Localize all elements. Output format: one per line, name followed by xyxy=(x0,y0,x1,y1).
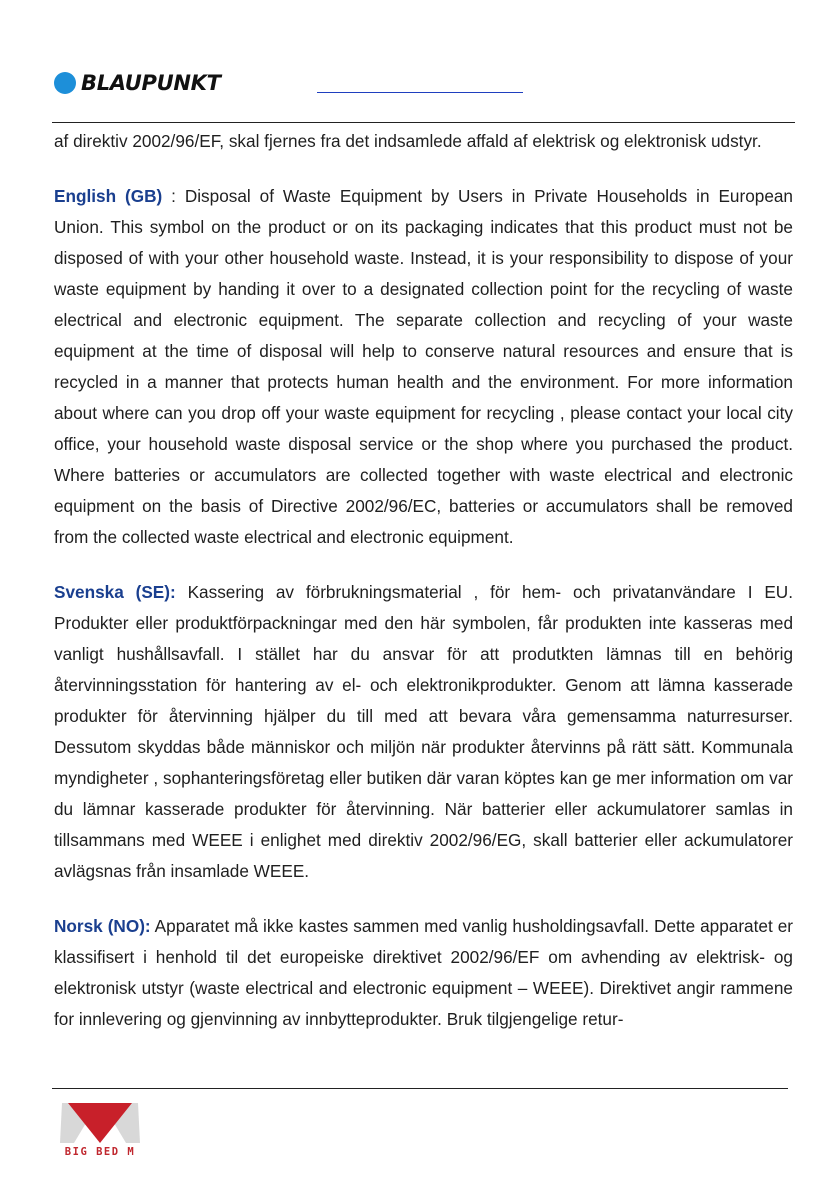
paragraph-text: : Disposal of Waste Equipment by Users in Private Households in European Union. This symbol on the product or on its packaging indicates that this product must not be disposed of with your other household waste. Instead, it is your responsibility to dispose of your waste equipment by handing it over to a designated collection point for the recycling of waste electrical and electronic equipment. The separate collection and recycling of your waste equipment at the time of disposal will help to conserve natural resources and ensure that is recycled in a manner that protects human health and the environment. For more information about where can you drop off your waste equipment for recycling , please contact your local city office, your household waste disposal service or the shop where you purchased the product. Where batteries or accumulators are collected together with waste electrical and electronic equipment on the basis of Directive 2002/96/EC, batteries or accumulators shall be removed from the collected waste electrical and electronic equipment. xyxy=(54,186,793,547)
footer-divider xyxy=(52,1088,788,1089)
paragraph-norwegian xyxy=(54,911,793,1035)
blaupunkt-logo xyxy=(54,70,221,96)
header-divider xyxy=(52,122,795,123)
language-label-norwegian: Norsk (NO): xyxy=(54,916,151,936)
brand-name: BLAUPUNKT xyxy=(81,71,221,95)
header-link-underline xyxy=(317,92,523,93)
paragraph-text: Kassering av förbrukningsmaterial , för hem- och privatanvändare I EU. Produkter eller produktförpackningar med den här symbolen, får produkten inte kasseras med vanligt hushållsavfall. I stället har du ansvar för att produtkten lämnas till en behörig återvinningsstation för hantering av el- och elektronikprodukter. Genom att lämna kasserade produkter för återvinning hjälper du till med att bevara våra gemensamma naturresurser. Dessutom skyddas både människor och miljön när produkter återvinns på rätt sätt. Kommunala myndigheter , sophanteringsföretag eller butiken där varan köptes kan ge mer information om var du lämnar kasserade produkter för återvinning. När batterier eller ackumulatorer samlas in tillsammans med WEEE i enlighet med direktiv 2002/96/EG, skall batterier eller ackumulatorer avlägsnas från insamlade WEEE. xyxy=(54,582,793,881)
page-header xyxy=(0,0,839,125)
bigbedm-emblem-icon xyxy=(60,1101,140,1145)
footer-logo-text: BIG BED M xyxy=(64,1146,136,1158)
paragraph-swedish xyxy=(54,577,793,887)
bigbedm-logo xyxy=(60,1101,140,1163)
paragraph-english xyxy=(54,181,793,553)
paragraph-danish-tail xyxy=(54,126,793,157)
paragraph-text: Apparatet må ikke kastes sammen med vanlig husholdingsavfall. Dette apparatet er klassifisert i henhold til det europeiske direktivet 2002/96/EF om avhending av elektrisk- og elektronisk utstyr (waste electrical and electronic equipment – WEEE). Direktivet angir rammene for innlevering og gjenvinning av innbytteprodukter. Bruk tilgjengelige retur- xyxy=(54,916,793,1029)
language-label-swedish: Svenska (SE): xyxy=(54,582,176,602)
paragraph-text: af direktiv 2002/96/EF, skal fjernes fra det indsamlede affald af elektrisk og elektronisk udstyr. xyxy=(54,131,762,151)
brand-dot-icon xyxy=(54,72,76,94)
language-label-english: English (GB) xyxy=(54,186,163,206)
document-body xyxy=(54,126,793,1035)
